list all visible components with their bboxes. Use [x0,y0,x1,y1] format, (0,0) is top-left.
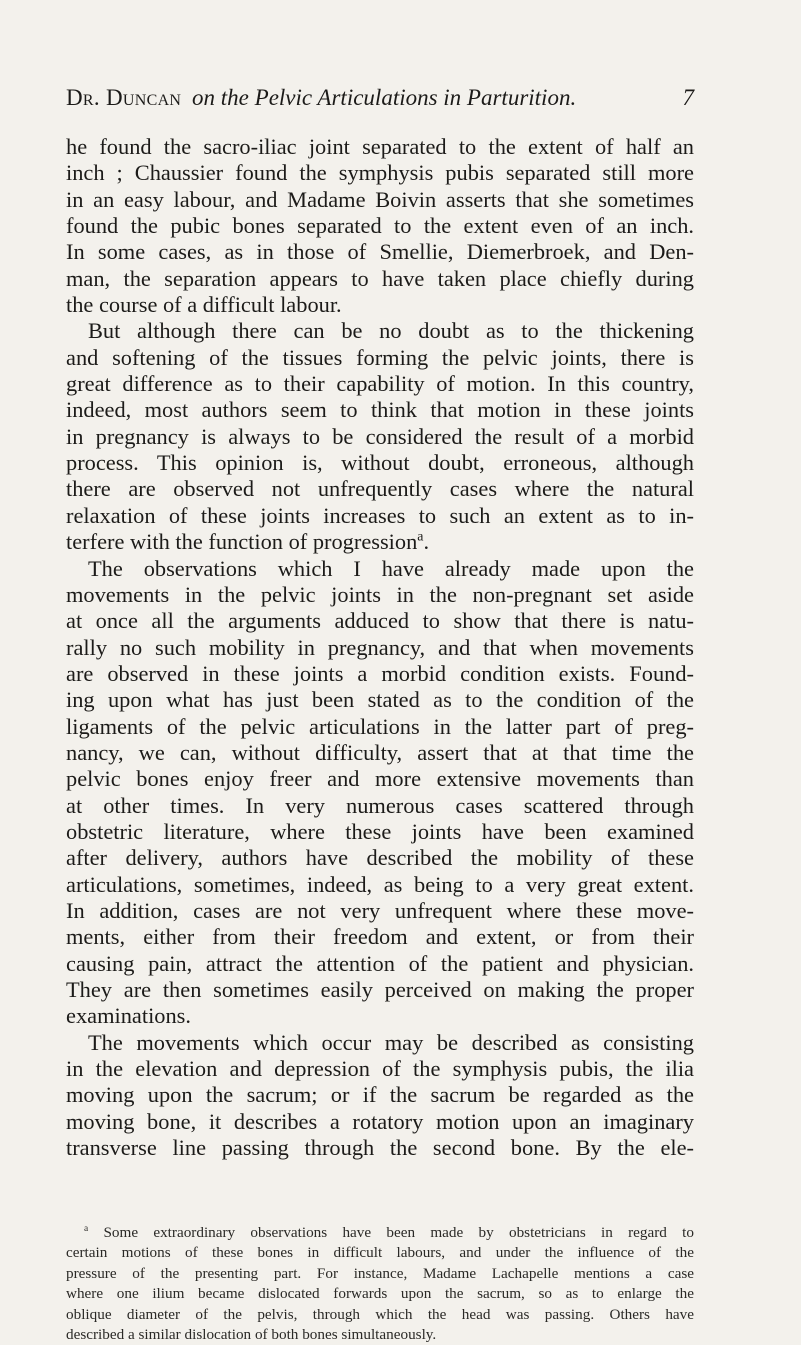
text-line: pelvic bones enjoy freer and more extensive movements than [66,766,694,792]
footnote-line: pressure of the presenting part. For instance, Madame Lachapelle mentions a case [66,1264,694,1282]
footnote [66,1223,694,1345]
text-line: there are observed not unfrequently cases where the natural [66,476,694,502]
text-line: after delivery, authors have described the mobility of these [66,845,694,871]
text-line: obstetric literature, where these joints have been examined [66,818,694,844]
text-line: But although there can be no doubt as to the thickening [88,318,694,344]
footnote-line [66,1223,694,1243]
footnote-line-content: Some extraordinary observations have been made by obstetricians in regard to [103,1224,694,1241]
footnote-line: described a similar dislocation of both bones simultaneously. [66,1325,437,1343]
text-line: They are then sometimes easily perceived on making the proper [66,977,694,1002]
text-line: process. This opinion is, without doubt, erroneous, although [66,450,694,476]
text-line: the course of a difficult labour. [66,292,342,318]
text-line: relaxation of these joints increases to such an extent as to in- [66,502,694,528]
body-text [66,134,694,1161]
page-number: 7 [682,85,694,110]
text-line: moving upon the sacrum; or if the sacrum be regarded as the [66,1082,694,1108]
text-line: indeed, most authors seem to think that motion in these joints [66,397,694,423]
footnote-line: where one ilium became dislocated forwards upon the sacrum, so as to enlarge the [66,1285,694,1303]
text-line: In some cases, as in those of Smellie, Diemerbroek, and Den- [66,239,694,265]
text-line: causing pain, attract the attention of the patient and physician. [66,950,694,976]
text-line: ligaments of the pelvic articulations in the latter part of preg- [66,713,694,739]
text-line: The observations which I have already made upon the [88,555,694,581]
text-line: and softening of the tissues forming the pelvic joints, there is [66,344,694,370]
text-line: articulations, sometimes, indeed, as being to a very great extent. [66,871,694,897]
footnote-marker: a [84,1223,89,1234]
text-line: movements in the pelvic joints in the non-pregnant set aside [66,581,694,607]
text-line: transverse line passing through the second bone. By the ele- [66,1135,694,1161]
text-line: moving bone, it describes a rotatory motion upon an imaginary [66,1108,694,1134]
footnote-line: certain motions of these bones in difficult labours, and under the influence of the [66,1244,694,1262]
text-line [66,529,694,555]
text-line: at other times. In very numerous cases scattered through [66,792,694,818]
text-line: nancy, we can, without difficulty, assert that at that time the [66,739,694,765]
text-line: ments, either from their freedom and extent, or from their [66,924,694,950]
text-line: man, the separation appears to have taken place chiefly during [66,265,694,291]
text-line: he found the sacro-iliac joint separated to the extent of half an [66,134,694,159]
text-line: in pregnancy is always to be considered the result of a morbid [66,423,694,449]
running-head-title: on the Pelvic Articulations in Parturition. [192,85,577,110]
text-line: in an easy labour, and Madame Boivin asserts that she sometimes [66,186,694,212]
text-line: great difference as to their capability of motion. In this country, [66,371,694,397]
text-line: are observed in these joints a morbid condition exists. Found- [66,660,694,686]
text-line: examinations. [66,1003,191,1029]
running-head-author: Dr. Duncan [66,85,182,110]
running-head [66,80,694,116]
text-line: inch ; Chaussier found the symphysis pubis separated still more [66,160,694,186]
text-line: In addition, cases are not very unfrequent where these move- [66,897,694,923]
footnote-reference: a [417,529,424,545]
text-line-content: terfere with the function of progression [66,529,418,555]
text-line: rally no such mobility in pregnancy, and that when movements [66,634,694,660]
text-line: at once all the arguments adduced to show that there is natu- [66,608,694,634]
footnote-line: oblique diameter of the pelvis, through which the head was passing. Others have [66,1305,694,1323]
text-line: ing upon what has just been stated as to the condition of the [66,687,694,713]
text-line: found the pubic bones separated to the extent even of an inch. [66,213,694,239]
text-line: The movements which occur may be described as consisting [88,1029,694,1055]
text-line: in the elevation and depression of the symphysis pubis, the ilia [66,1056,694,1082]
footnote-reference-punctuation: . [423,529,430,555]
